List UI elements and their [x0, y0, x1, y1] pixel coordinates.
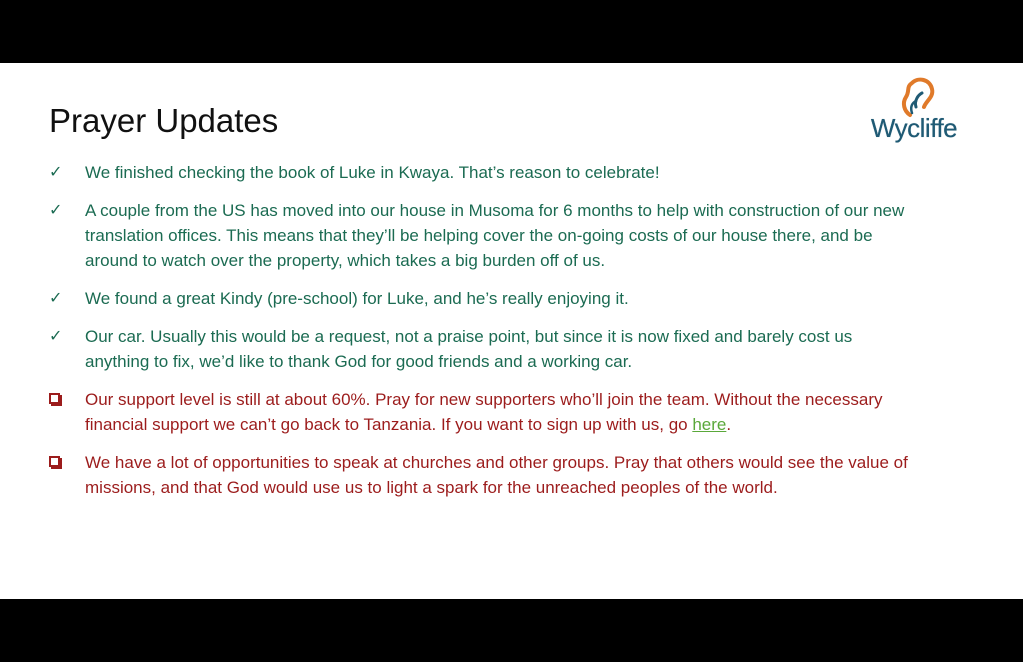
item-text: Our car. Usually this would be a request, not a praise point, but since it is now fixed and barely cost us anything to fix, we’d like to thank God for good friends and a working car.	[85, 327, 853, 371]
item-text: A couple from the US has moved into our house in Musoma for 6 months to help with construction of our new translation offices. This means that they’ll be helping cover the on-going costs of our house there, and be around to watch over the property, which takes a big burden off of us.	[85, 201, 905, 270]
checkbox-icon	[49, 456, 60, 467]
item-text: We found a great Kindy (pre-school) for Luke, and he’s really enjoying it.	[85, 289, 629, 308]
item-text: We finished checking the book of Luke in Kwaya. That’s reason to celebrate!	[85, 163, 660, 182]
item-text-end: .	[726, 415, 732, 434]
logo-wordmark: Wycliffe	[870, 113, 958, 143]
checkmark-icon: ✓	[49, 202, 63, 219]
checkbox-icon	[49, 393, 60, 404]
wycliffe-logo	[862, 71, 966, 151]
prayer-list	[49, 160, 919, 513]
list-item	[49, 324, 919, 374]
list-item	[49, 286, 919, 311]
item-text: We have a lot of opportunities to speak at churches and other groups. Pray that others would see the value of missions, and that God would use us to light a spark for the unreached peoples of the world.	[85, 453, 908, 497]
letterbox-top	[0, 0, 1023, 63]
list-item	[49, 198, 919, 273]
checkmark-icon: ✓	[49, 290, 63, 307]
item-text: Our support level is still at about 60%. Pray for new supporters who’ll join the team. Without the necessary financial support we can’t go back to Tanzania. If you want to sign up with us, go	[85, 390, 883, 434]
sign-up-link[interactable]: here	[692, 415, 727, 434]
list-item	[49, 160, 919, 185]
checkmark-icon: ✓	[49, 164, 63, 181]
checkmark-icon: ✓	[49, 328, 63, 345]
slide	[0, 63, 1023, 599]
slide-title: Prayer Updates	[49, 102, 279, 139]
list-item	[49, 387, 919, 437]
list-item	[49, 450, 919, 500]
letterbox-bottom	[0, 599, 1023, 662]
